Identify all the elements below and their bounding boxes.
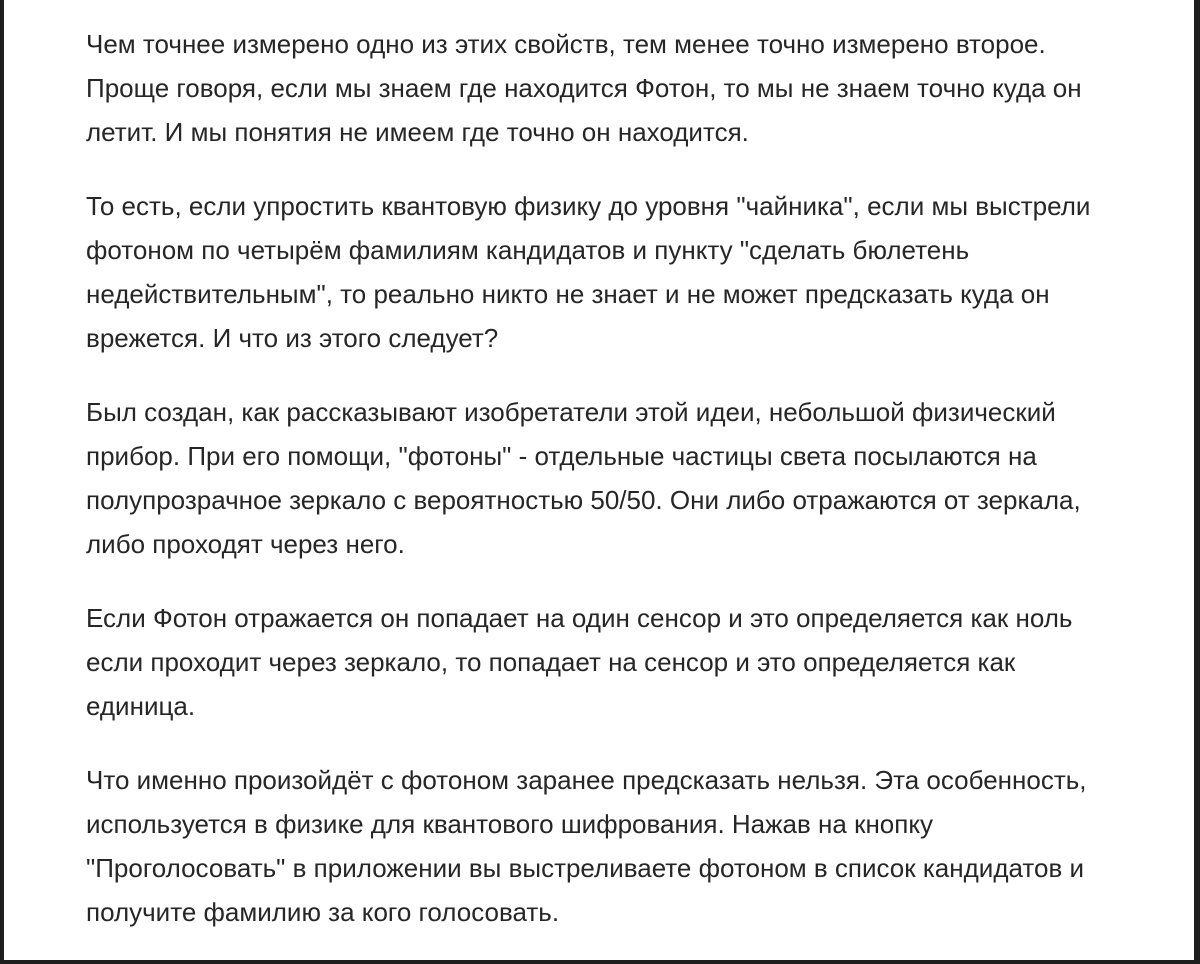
article-paragraph-2: То есть, если упростить квантовую физику до уровня "чайника", если мы выстрели фотоном по четырём фамилиям кандидатов и пункту "сделать бюлетень недействительным", то реально никто не знает и не может предсказать куда он врежется. И что из этого следует?	[86, 191, 1091, 353]
article-paragraph-1: Чем точнее измерено одно из этих свойств, тем менее точно измерено второе. Проще говоря, если мы знаем где находится Фотон, то мы не знаем точно куда он летит. И мы понятия не имеем где точно он находится.	[86, 29, 1082, 147]
article-paragraph-4: Если Фотон отражается он попадает на один сенсор и это определяется как ноль если проходит через зеркало, то попадает на сенсор и это определяется как единица.	[86, 603, 1073, 721]
article-paragraph-5: Что именно произойдёт с фотоном заранее предсказать нельзя. Эта особенность, используется в физике для квантового шифрования. Нажав на кнопку "Проголосовать" в приложении вы выстреливаете фотоном в список кандидатов и получите фамилию за кого голосовать.	[86, 765, 1087, 927]
article-paragraph-3: Был создан, как рассказывают изобретатели этой идеи, небольшой физический прибор. При его помощи, "фотоны" - отдельные частицы света посылаются на полупрозрачное зеркало с вероятностью 50/50. Они либо отражаются от зеркала, либо проходят через него.	[86, 397, 1081, 559]
article-page	[4, 0, 1194, 960]
